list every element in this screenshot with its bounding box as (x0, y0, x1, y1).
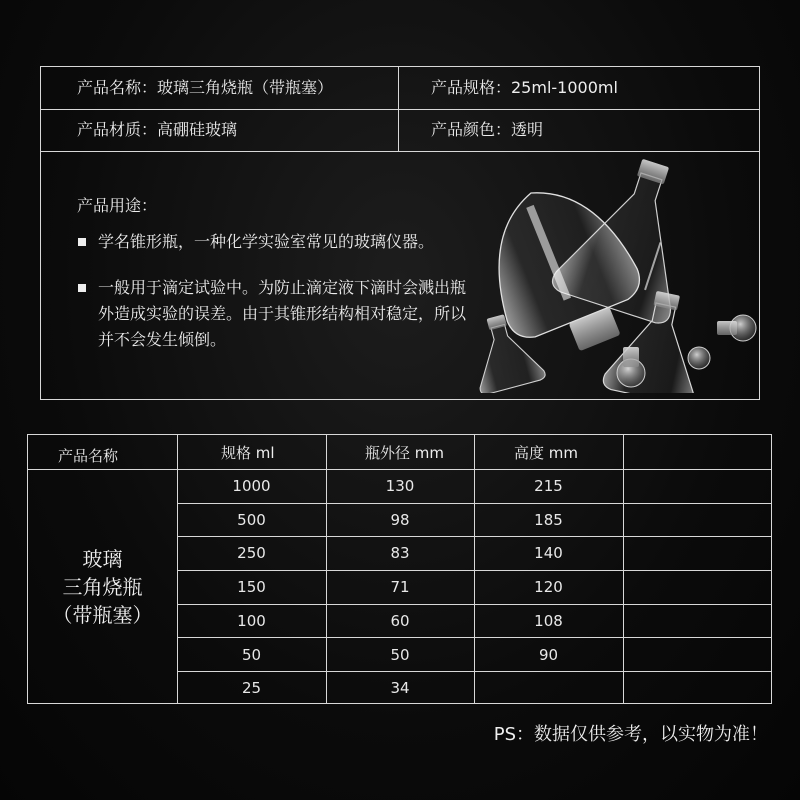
table-cell: 140 (534, 544, 563, 562)
table-cell: 25 (241, 679, 262, 697)
spec-table (27, 434, 772, 704)
product-name: 产品名称：玻璃三角烧瓶（带瓶塞） (77, 78, 334, 97)
table-row-divider (177, 604, 771, 605)
product-color: 产品颜色：透明 (431, 120, 544, 139)
table-cell: 50 (390, 646, 410, 664)
table-cell: 83 (390, 544, 410, 562)
table-cell: 34 (390, 679, 410, 697)
table-row-divider (177, 637, 771, 638)
info-row-name-spec (41, 67, 759, 110)
usage-item (77, 229, 478, 255)
usage-item (77, 275, 478, 353)
table-cell: 150 (237, 578, 266, 596)
usage-item-text: 学名锥形瓶，一种化学实验室常见的玻璃仪器。 (98, 232, 435, 251)
info-divider (398, 67, 399, 109)
table-cell: 130 (385, 477, 415, 495)
table-cell: 50 (241, 646, 262, 664)
table-row-divider (177, 671, 771, 672)
table-row-divider (177, 536, 771, 537)
table-cell: 90 (538, 646, 559, 664)
table-cell: 215 (534, 477, 563, 495)
table-cell: 100 (237, 612, 266, 630)
table-header: 高度 mm (514, 444, 578, 462)
table-header: 产品名称 (58, 447, 119, 465)
table-cell: 60 (390, 612, 410, 630)
bullet-square-icon (78, 238, 86, 246)
table-cell: 71 (390, 578, 410, 596)
table-cell: 185 (534, 511, 563, 529)
table-header: 瓶外径 mm (365, 444, 444, 462)
table-cell: 98 (390, 511, 410, 529)
product-info-panel (40, 66, 760, 400)
disclaimer-note: PS：数据仅供参考，以实物为准！ (493, 724, 768, 745)
table-col-divider (623, 435, 624, 703)
glass-flasks-image (441, 153, 759, 393)
table-cell: 108 (534, 612, 563, 630)
table-cell: 120 (534, 578, 563, 596)
table-cell: 500 (237, 511, 266, 529)
table-row-divider (177, 503, 771, 504)
table-cell: 250 (237, 544, 266, 562)
usage-item-text: 一般用于滴定试验中。为防止滴定液下滴时会溅出瓶外造成实验的误差。由于其锥形结构相对稳定，所以并不会发生倾倒。 (98, 278, 467, 349)
info-row-material-color (41, 109, 759, 152)
table-header: 规格 ml (221, 444, 275, 462)
product-label-cell (28, 469, 177, 705)
stopper (688, 347, 710, 369)
product-spec: 产品规格：25ml-1000ml (431, 78, 618, 97)
product-label-line: 三角烧瓶 (62, 575, 143, 599)
table-cell: 1000 (232, 477, 271, 495)
product-label-line: （带瓶塞） (52, 603, 153, 627)
product-material: 产品材质：高硼硅玻璃 (77, 120, 238, 139)
product-label-line: 玻璃 (82, 547, 123, 571)
table-row-divider (177, 570, 771, 571)
info-divider (398, 109, 399, 151)
bullet-square-icon (78, 284, 86, 292)
usage-title: 产品用途： (77, 196, 158, 215)
